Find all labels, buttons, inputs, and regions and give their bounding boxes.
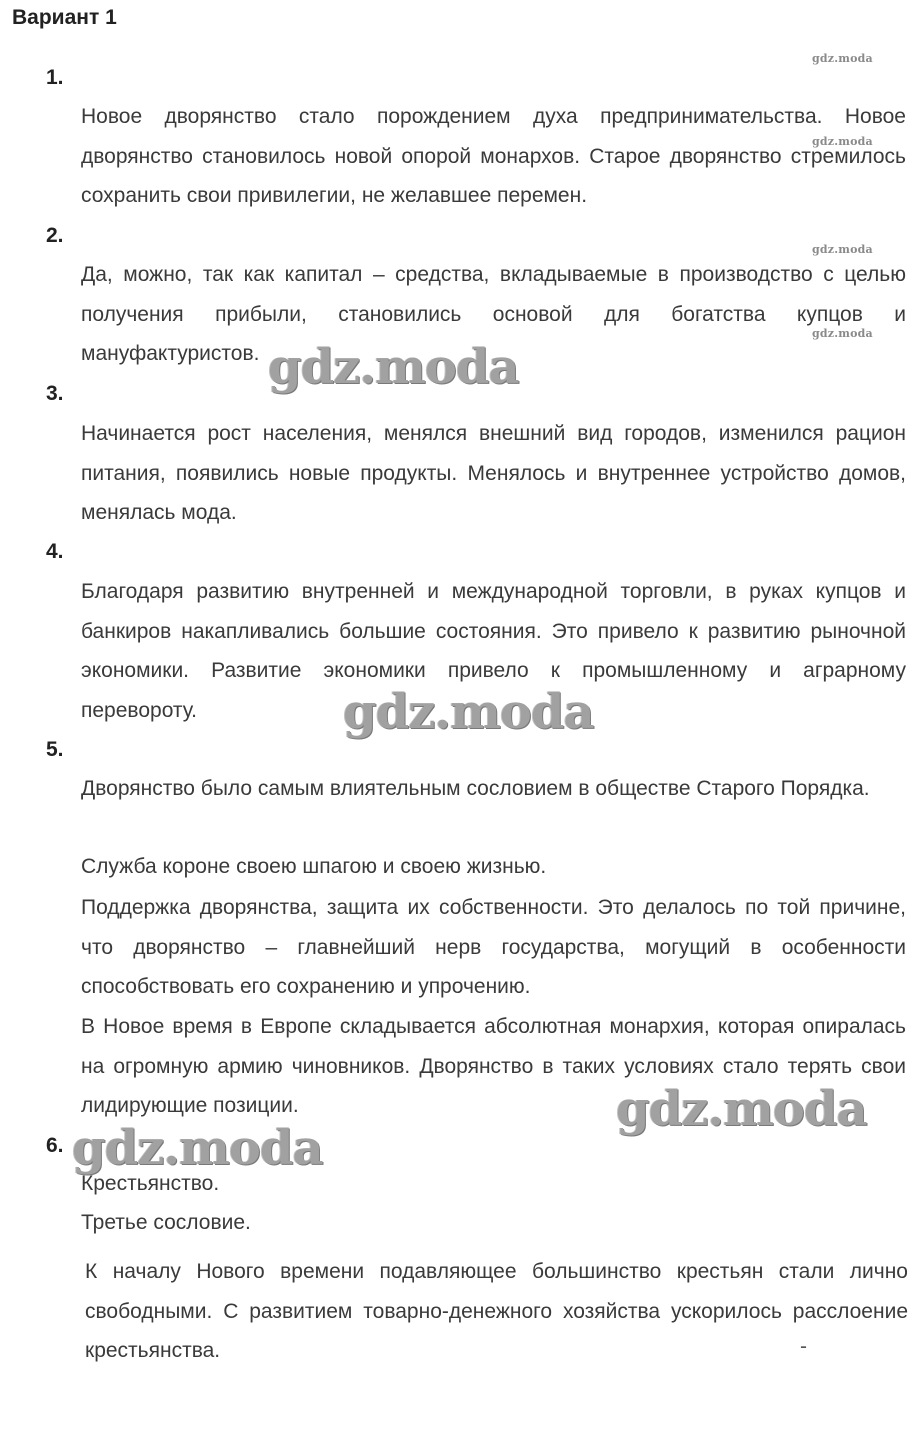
watermark-large: gdz.moda bbox=[343, 684, 594, 740]
watermark-large: gdz.moda bbox=[268, 339, 519, 395]
answer-number-5: 5. bbox=[46, 738, 64, 761]
answer-number-2: 2. bbox=[46, 224, 64, 247]
watermark-small: gdz.moda bbox=[812, 52, 873, 65]
answer-number-6: 6. bbox=[46, 1134, 64, 1157]
trailing-dash: - bbox=[800, 1335, 807, 1358]
answer-6-paragraph-1: Крестьянство. bbox=[81, 1172, 220, 1195]
watermark-large: gdz.moda bbox=[616, 1081, 867, 1137]
answer-number-4: 4. bbox=[46, 540, 64, 563]
answer-4-paragraph-1: Благодаря развитию внутренней и международной торговли, в руках купцов и банкиров накапливались большие состояния. Это привело к развитию рыночной экономики. Развитие экономики привело к промышленному и аграрному перевороту. bbox=[81, 580, 906, 722]
answer-1-paragraph-1: Новое дворянство стало порождением духа предпринимательства. Новое дворянство становилось новой опорой монархов. Старое дворянство стремилось сохранить свои привилегии, не желавшее перемен. bbox=[81, 105, 906, 208]
watermark-small: gdz.moda bbox=[812, 243, 873, 256]
page-title: Вариант 1 bbox=[12, 6, 117, 29]
watermark-small: gdz.moda bbox=[812, 327, 873, 340]
answer-5-paragraph-3: Поддержка дворянства, защита их собственности. Это делалось по той причине, что дворянство – главнейший нерв государства, могущий в особенности способствовать его сохранению и упрочению. bbox=[81, 896, 906, 999]
answer-6-paragraph-3: К началу Нового времени подавляющее большинство крестьян стали лично свободными. С развитием товарно-денежного хозяйства ускорилось расслоение крестьянства. bbox=[85, 1260, 908, 1363]
answer-6-paragraph-2: Третье сословие. bbox=[81, 1211, 251, 1234]
watermark-large: gdz.moda bbox=[72, 1120, 323, 1176]
watermark-small: gdz.moda bbox=[812, 135, 873, 148]
answer-number-1: 1. bbox=[46, 66, 64, 89]
answer-5-paragraph-1: Дворянство было самым влиятельным сословием в обществе Старого Порядка. bbox=[81, 777, 870, 800]
answer-3-paragraph-1: Начинается рост населения, менялся внешний вид городов, изменился рацион питания, появились новые продукты. Менялось и внутреннее устройство домов, менялась мода. bbox=[81, 422, 906, 525]
answer-5-paragraph-4: В Новое время в Европе складывается абсолютная монархия, которая опиралась на огромную армию чиновников. Дворянство в таких условиях стало терять свои лидирующие позиции. bbox=[81, 1015, 906, 1118]
answer-2-paragraph-1: Да, можно, так как капитал – средства, вкладываемые в производство с целью получения прибыли, становились основой для богатства купцов и мануфактуристов. bbox=[81, 263, 906, 366]
answer-5-paragraph-2: Служба короне своею шпагою и своею жизнью. bbox=[81, 855, 547, 878]
answer-number-3: 3. bbox=[46, 382, 64, 405]
